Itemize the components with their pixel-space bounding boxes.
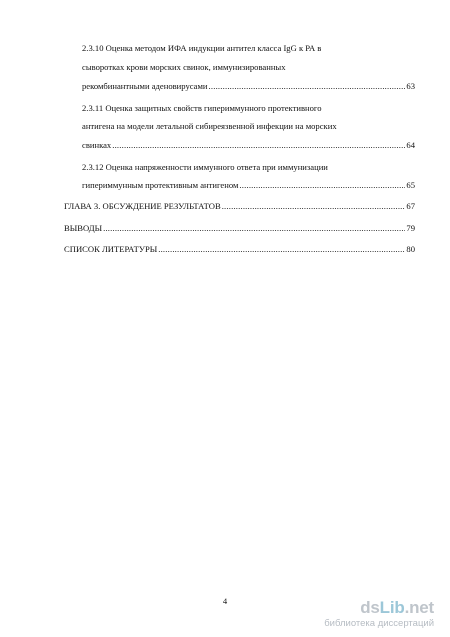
logo-lib: Lib bbox=[379, 598, 405, 617]
toc-entry-2-3-10-last-line[interactable] bbox=[82, 81, 415, 92]
toc-entry-conclusions-title: ВЫВОДЫ bbox=[64, 223, 103, 233]
dot-leader bbox=[222, 201, 406, 212]
toc-entry-2-3-10-line-2: сыворотках крови морских свинок, иммунизированных bbox=[82, 62, 286, 72]
toc-entry-2-3-10-line-1: 2.3.10 Оценка методом ИФА индукции антител класса IgG к РА в bbox=[82, 43, 322, 53]
toc-entry-conclusions-page: 79 bbox=[406, 223, 415, 233]
dot-leader bbox=[103, 223, 405, 234]
dot-leader bbox=[239, 180, 405, 191]
toc-entry-2-3-11-last-line[interactable] bbox=[82, 140, 415, 151]
toc-entry-references-page: 80 bbox=[406, 244, 415, 254]
dot-leader bbox=[158, 244, 405, 255]
toc-entry-chapter-3[interactable] bbox=[64, 201, 415, 212]
toc-entry-2-3-11-line-1: 2.3.11 Оценка защитных свойств гипериммунного протективного bbox=[82, 103, 322, 113]
dslib-watermark bbox=[314, 599, 434, 629]
toc-entry-conclusions[interactable] bbox=[64, 223, 415, 234]
toc-entry-2-3-10-line-3: рекомбинантными аденовирусами bbox=[82, 81, 208, 91]
page-number: 4 bbox=[222, 596, 228, 606]
logo-ds: ds bbox=[360, 598, 380, 617]
dot-leader bbox=[209, 81, 406, 92]
toc-entry-references[interactable] bbox=[64, 244, 415, 255]
dot-leader bbox=[112, 140, 405, 151]
toc-entry-2-3-10-page: 63 bbox=[406, 81, 415, 91]
toc-entry-2-3-11-line-3: свинках bbox=[82, 140, 112, 150]
toc-entry-chapter-3-title: ГЛАВА 3. ОБСУЖДЕНИЕ РЕЗУЛЬТАТОВ bbox=[64, 201, 221, 211]
toc-entry-2-3-12-line-1: 2.3.12 Оценка напряженности иммунного ответа при иммунизации bbox=[82, 162, 328, 172]
toc-entry-2-3-11-page: 64 bbox=[406, 140, 415, 150]
watermark-subtitle: библиотека диссертаций bbox=[324, 618, 434, 629]
dslib-logo bbox=[314, 599, 434, 617]
toc-entry-chapter-3-page: 67 bbox=[406, 201, 415, 211]
toc-entry-2-3-12-line-2: гипериммунным протективным антигеном bbox=[82, 180, 239, 190]
toc-entry-2-3-12-last-line[interactable] bbox=[82, 180, 415, 191]
toc-entry-references-title: СПИСОК ЛИТЕРАТУРЫ bbox=[64, 244, 158, 254]
logo-net: .net bbox=[404, 598, 434, 617]
toc-entry-2-3-12-page: 65 bbox=[406, 180, 415, 190]
toc-entry-2-3-11-line-2: антигена на модели летальной сибиреязвенной инфекции на морских bbox=[82, 121, 337, 131]
